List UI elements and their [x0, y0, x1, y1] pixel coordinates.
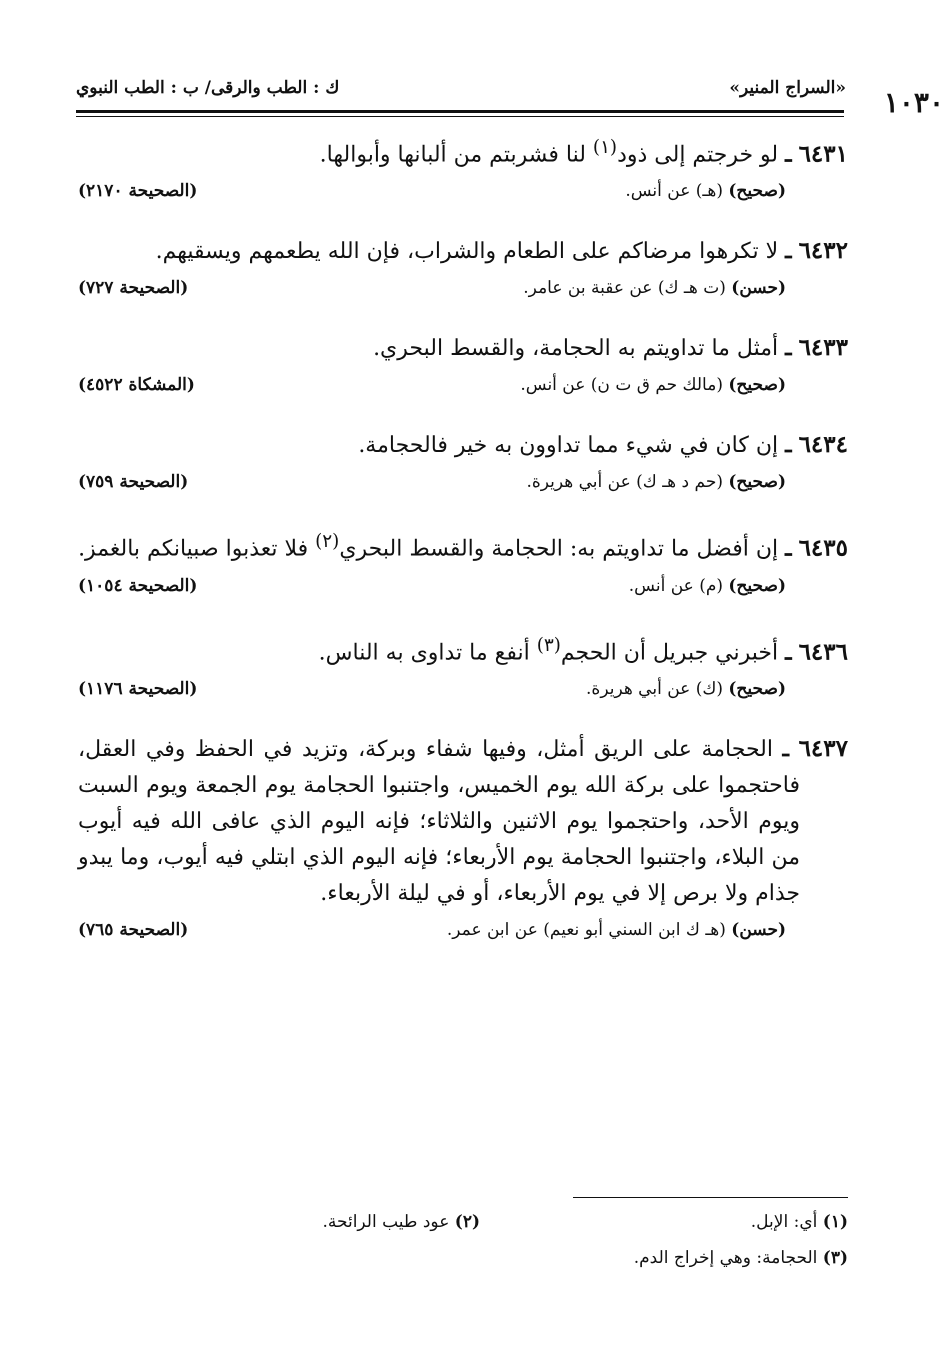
hadith-dash: ـ	[785, 141, 792, 168]
footnote-line	[80, 1212, 848, 1248]
grade-source	[586, 679, 786, 699]
hadith-body-continued: لنا فشربتم من ألبانها وأبوالها.	[319, 142, 593, 168]
grade-source	[629, 576, 786, 596]
hadith-text	[78, 130, 848, 173]
hadith-dash: ـ	[785, 335, 792, 362]
hadith-dash: ـ	[785, 238, 792, 265]
footnote-text: أي: الإبل.	[750, 1212, 818, 1232]
hadith-dash: ـ	[785, 535, 792, 562]
grade-reference: (الصحيحة ٢١٧٠)	[78, 181, 198, 202]
hadith-number: ٦٤٣١	[798, 140, 848, 168]
grade-label: (حسن)	[731, 278, 786, 299]
hadith-text	[78, 628, 848, 671]
hadith-body-continued: فلا تعذبوا صبيانكم بالغمز.	[78, 536, 316, 562]
hadith-entry	[78, 233, 848, 308]
hadith-entry	[78, 628, 848, 709]
grade-reference: (الصحيحة ١١٧٦)	[78, 678, 198, 699]
grade-source	[625, 181, 786, 201]
hadith-text	[78, 233, 848, 270]
hadith-body: إن كان في شيء مما تداوون به خير فالحجامة.	[358, 433, 779, 459]
hadith-grade	[78, 576, 848, 606]
footnote-marker: (٣)	[536, 634, 561, 656]
hadith-number: ٦٤٣٥	[798, 534, 848, 562]
grade-narrators: (ت هـ ك) عن عقبة بن عامر.	[523, 278, 732, 299]
grade-label: (صحيح)	[728, 575, 786, 596]
grade-reference: (الصحيحة ١٠٥٤)	[78, 575, 198, 596]
hadith-number: ٦٤٣٧	[798, 734, 848, 762]
hadith-dash: ـ	[785, 638, 792, 665]
hadith-entry	[78, 427, 848, 502]
grade-narrators: (هـ ك ابن السني أبو نعيم) عن ابن عمر.	[446, 919, 732, 940]
hadith-body-continued: أنفع ما تداوى به الناس.	[318, 639, 537, 665]
hadith-body: الحجامة على الريق أمثل، وفيها شفاء وبركة، وتزيد في الحفظ وفي العقل، فاحتجموا على بركة الله يوم الخميس، واجتنبوا الحجامة يوم الجمعة ويوم السبت ويوم الأحد، واحتجموا يوم الاثنين والثلاثاء؛ فإنه اليوم الذي عافى الله فيه أيوب من البلاء، واجتنبوا الحجامة يوم الأربعاء؛ فإنه اليوم الذي ابتلي فيه أيوب، وما يبدو جذام ولا برص إلا في يوم الأربعاء، أو في ليلة الأربعاء.	[78, 736, 800, 906]
footnote-item	[322, 1212, 480, 1232]
header-rule-thin	[76, 116, 844, 117]
grade-narrators: (مالك حم ق ت ن) عن أنس.	[520, 375, 729, 396]
grade-narrators: (هـ) عن أنس.	[625, 181, 729, 202]
hadith-number: ٦٤٣٦	[798, 637, 848, 665]
hadith-entry	[78, 731, 848, 950]
hadith-dash: ـ	[782, 735, 789, 762]
grade-narrators: (حم د هـ ك) عن أبي هريرة.	[526, 472, 729, 493]
hadith-entry	[78, 524, 848, 605]
hadith-grade	[78, 679, 848, 709]
hadith-body: أمثل ما تداويتم به الحجامة، والقسط البحري.	[373, 336, 779, 362]
hadith-entry	[78, 130, 848, 211]
grade-reference: (الصحيحة ٧٥٩)	[78, 472, 189, 493]
hadith-body: إن أفضل ما تداويتم به: الحجامة والقسط البحري	[339, 536, 779, 562]
footnote-text: الحجامة: وهي إخراج الدم.	[633, 1248, 818, 1268]
hadith-text	[78, 524, 848, 567]
grade-label: (صحيح)	[728, 375, 786, 396]
hadith-number: ٦٤٣٣	[798, 334, 848, 362]
footnote-text: عود طيب الرائحة.	[322, 1212, 450, 1232]
hadith-number: ٦٤٣٤	[798, 431, 848, 459]
hadith-grade	[78, 181, 848, 211]
footnote-marker: (٢)	[315, 531, 340, 553]
page-number: ١٠٣٠	[883, 86, 944, 119]
footnotes	[80, 1212, 848, 1284]
hadith-list	[78, 130, 848, 972]
grade-label: (حسن)	[731, 919, 786, 940]
hadith-text	[78, 330, 848, 367]
grade-reference: (الصحيحة ٧٦٥)	[78, 919, 189, 940]
grade-narrators: (م) عن أنس.	[628, 575, 729, 596]
hadith-grade	[78, 375, 848, 405]
footnote-number: (٣)	[822, 1248, 848, 1268]
footnote-marker: (١)	[592, 137, 618, 158]
hadith-body: أخبرني جبريل أن الحجم	[560, 639, 779, 665]
hadith-body: لا تكرهوا مرضاكم على الطعام والشراب، فإن الله يطعمهم ويسقيهم.	[155, 239, 779, 265]
grade-source	[526, 472, 786, 492]
hadith-entry	[78, 330, 848, 405]
hadith-number: ٦٤٣٢	[798, 237, 848, 265]
grade-reference: (الصحيحة ٧٢٧)	[78, 278, 189, 299]
footnote-rule	[573, 1197, 848, 1198]
book-title: «السراج المنير»	[729, 78, 846, 98]
hadith-grade	[78, 920, 848, 950]
hadith-grade	[78, 278, 848, 308]
grade-label: (صحيح)	[728, 181, 786, 202]
grade-narrators: (ك) عن أبي هريرة.	[586, 678, 729, 699]
grade-reference: (المشكاة ٤٥٢٢)	[78, 375, 195, 396]
page-header	[76, 68, 944, 119]
chapter-title: ك : الطب والرقى/ ب : الطب النبوي	[76, 78, 340, 98]
footnote-item	[751, 1212, 848, 1232]
footnote-number: (٢)	[454, 1212, 480, 1232]
grade-source	[447, 920, 786, 940]
hadith-dash: ـ	[785, 432, 792, 459]
hadith-body: لو خرجتم إلى ذود	[617, 142, 779, 168]
hadith-grade	[78, 472, 848, 502]
grade-label: (صحيح)	[728, 678, 786, 699]
grade-source	[523, 278, 786, 298]
footnote-item	[634, 1248, 848, 1268]
grade-source	[520, 375, 786, 395]
header-rule-thick	[76, 110, 844, 113]
footnote-number: (١)	[822, 1212, 848, 1232]
grade-label: (صحيح)	[728, 472, 786, 493]
footnote-line	[80, 1248, 848, 1284]
hadith-text	[78, 427, 848, 464]
hadith-text	[78, 731, 848, 912]
